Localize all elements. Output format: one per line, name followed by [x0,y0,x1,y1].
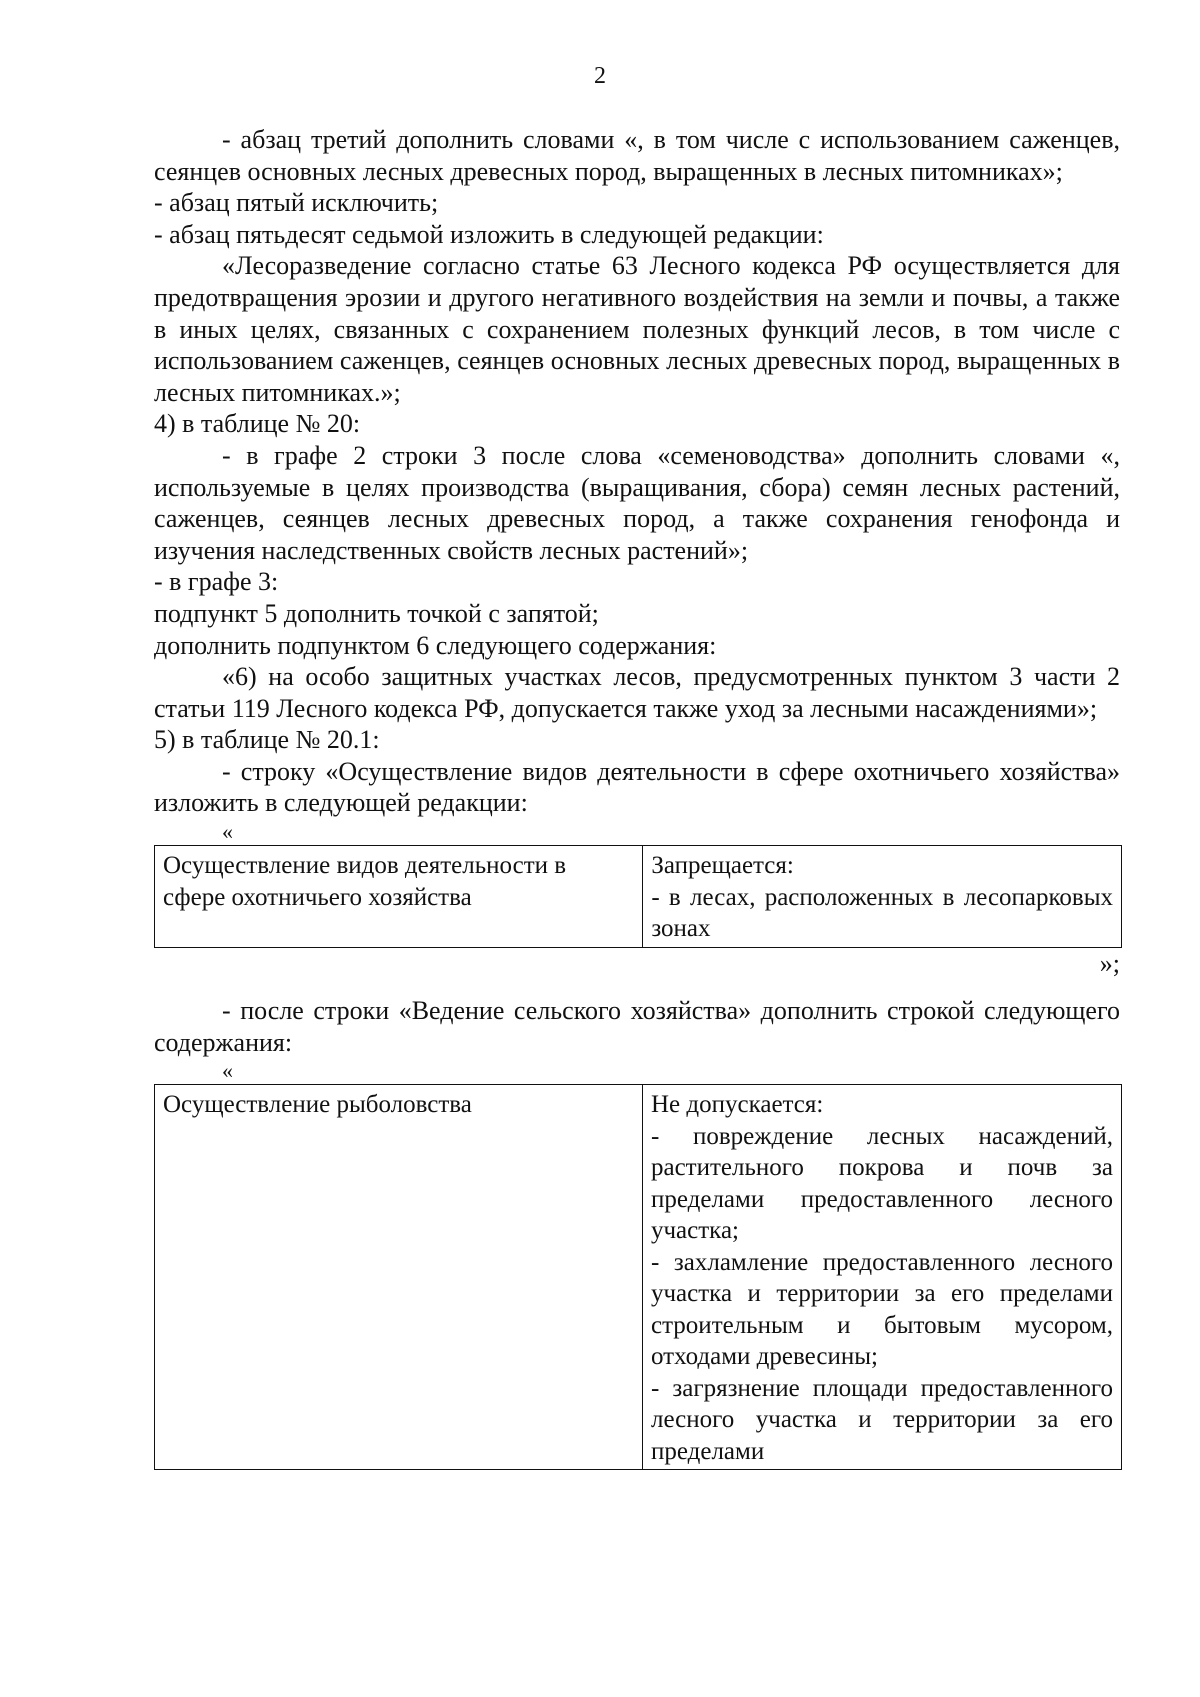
paragraph-4: «Лесоразведение согласно статье 63 Лесного кодекса РФ осуществляется для предотвращения эрозии и другого негативного воздействия на земли и почвы, а также в иных целях, связанных с сохранением полезных функций лесов, в том числе с использованием саженцев, сеянцев основных лесных древесных пород, выращенных в лесных питомниках.»; [154,251,1120,407]
paragraph-5: 4) в таблице № 20: [154,409,361,439]
table-row [155,1085,1122,1470]
paragraph-11: 5) в таблице № 20.1: [154,725,380,755]
table-fishing-activity: Осуществление рыболовства [155,1085,643,1470]
table-fishing-rule-3: - загрязнение площади предоставленного лесного участка и территории за его пределами [650,1374,1113,1465]
paragraph-3: - абзац пятьдесят седьмой изложить в следующей редакции: [154,219,824,249]
table-fishing [154,1084,1122,1470]
open-quote-2: « [222,1058,233,1084]
paragraph-12: - строку «Осуществление видов деятельности в сфере охотничьего хозяйства» изложить в следующей редакции: [154,756,1120,818]
close-quote-1: »; [1099,948,1120,978]
table-fishing-rule-2: - захламление предоставленного лесного участка и территории за его пределами строительным и бытовым мусором, отходами древесины; [650,1248,1113,1371]
paragraph-6: - в графе 2 строки 3 после слова «семеноводства» дополнить словами «, используемые в целях производства (выращивания, сбора) семян лесных растений, саженцев, сеянцев лесных древесных пород, а также сохранения генофонда и изучения наследственных свойств лесных растений»; [154,440,1120,565]
page-number: 2 [594,63,606,89]
paragraph-8: подпункт 5 дополнить точкой с запятой; [154,598,599,628]
paragraph-9: дополнить подпунктом 6 следующего содержания: [154,630,717,660]
paragraph-2: - абзац пятый исключить; [154,188,439,218]
paragraph-7: - в графе 3: [154,567,279,597]
table-hunting-rule-text: - в лесах, расположенных в лесопарковых зонах [651,883,1113,943]
paragraph-10: «6) на особо защитных участках лесов, предусмотренных пунктом 3 части 2 статьи 119 Лесного кодекса РФ, допускается также уход за лесными насаждениями»; [154,662,1120,723]
table-hunting-rule [643,846,1122,948]
table-hunting-rule-title: Запрещается: [651,852,794,880]
document-body [154,124,1120,1470]
table-fishing-rule-1: - повреждение лесных насаждений, растительного покрова и почв за пределами предоставленного лесного участка; [650,1122,1113,1245]
paragraph-1: - абзац третий дополнить словами «, в том числе с использованием саженцев, сеянцев основных лесных древесных пород, выращенных в лесных питомниках»; [154,125,1120,186]
table-fishing-rule-title: Не допускается: [650,1091,824,1119]
table-hunting-activity: Осуществление видов деятельности в сфере охотничьего хозяйства [155,846,643,948]
open-quote-1: « [222,819,233,845]
table-hunting [154,845,1122,948]
paragraph-13: - после строки «Ведение сельского хозяйства» дополнить строкой следующего содержания: [154,996,1120,1057]
table-fishing-rules [642,1085,1121,1470]
table-row [155,846,1122,948]
